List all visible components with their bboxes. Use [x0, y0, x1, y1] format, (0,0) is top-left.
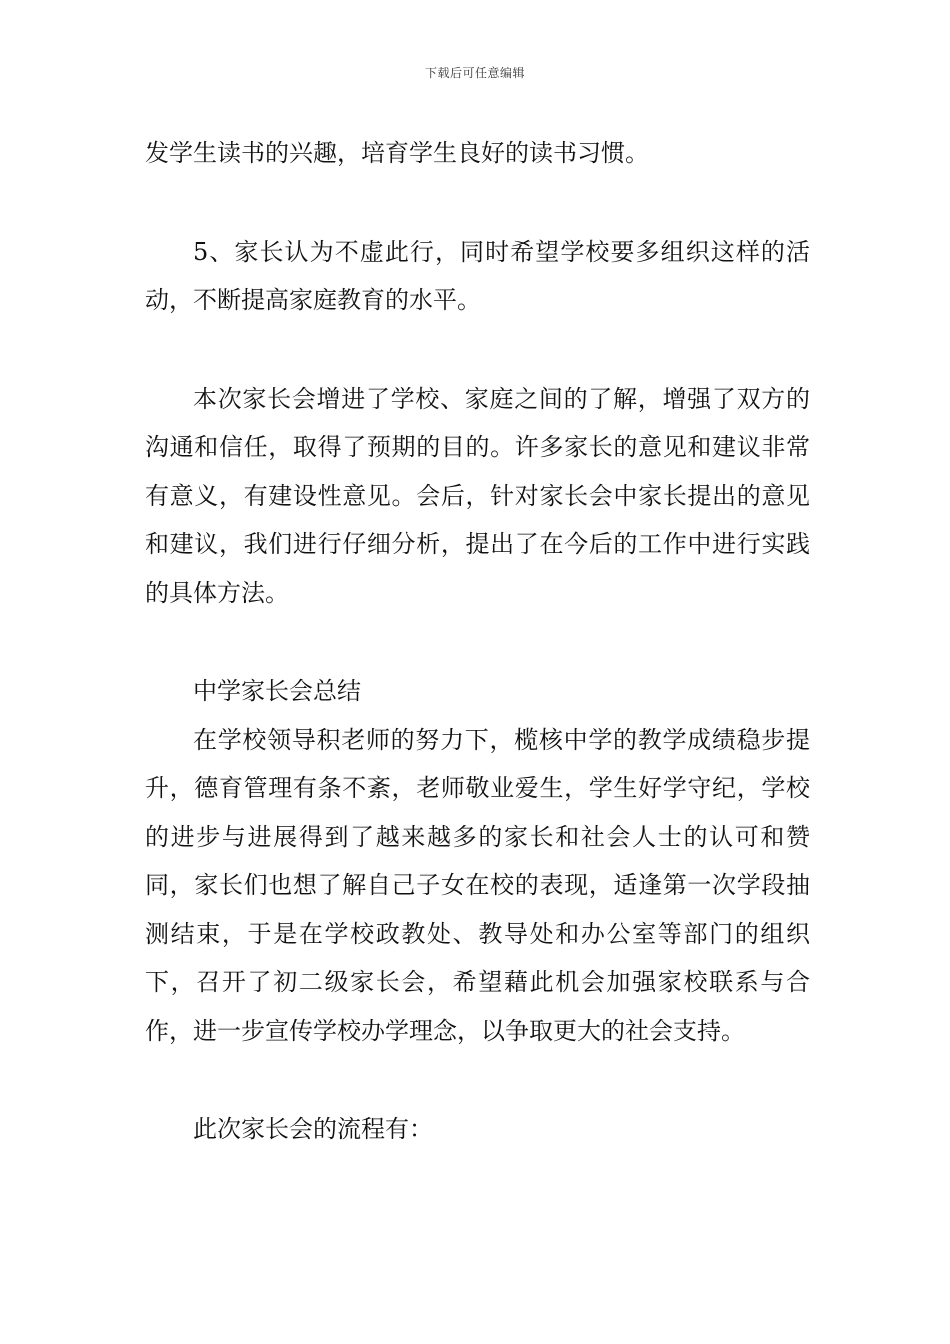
paragraph-spacer — [145, 325, 810, 375]
document-body — [145, 129, 810, 1154]
paragraph-spacer — [145, 178, 810, 228]
section-heading: 中学家长会总结 — [193, 677, 361, 705]
paragraph-spacer — [145, 1055, 810, 1105]
paragraph-5: 此次家长会的流程有： — [193, 1115, 433, 1143]
paragraph-4: 在学校领导积老师的努力下，榄核中学的教学成绩稳步提升，德育管理有条不紊，老师敬业爱生，学生好学守纪，学校的进步与进展得到了越来越多的家长和社会人士的认可和赞同，家长们也想了解自己子女在校的表现，适逢第一次学段抽测结束，于是在学校政教处、教导处和办公室等部门的组织下，召开了初二级家长会，希望藉此机会加强家校联系与合作，进一步宣传学校办学理念，以争取更大的社会支持。 — [145, 725, 810, 1045]
paragraph-spacer — [145, 617, 810, 667]
paragraph-1: 发学生读书的兴趣，培育学生良好的读书习惯。 — [145, 139, 649, 167]
paragraph-2: 5、家长认为不虚此行，同时希望学校要多组织这样的活动，不断提高家庭教育的水平。 — [145, 237, 810, 314]
paragraph-3: 本次家长会增进了学校、家庭之间的了解，增强了双方的沟通和信任，取得了预期的目的。许多家长的意见和建议非常有意义，有建设性意见。会后，针对家长会中家长提出的意见和建议，我们进行仔细分析，提出了在今后的工作中进行实践的具体方法。 — [145, 384, 810, 607]
page-header: 下载后可任意编辑 — [424, 66, 525, 80]
